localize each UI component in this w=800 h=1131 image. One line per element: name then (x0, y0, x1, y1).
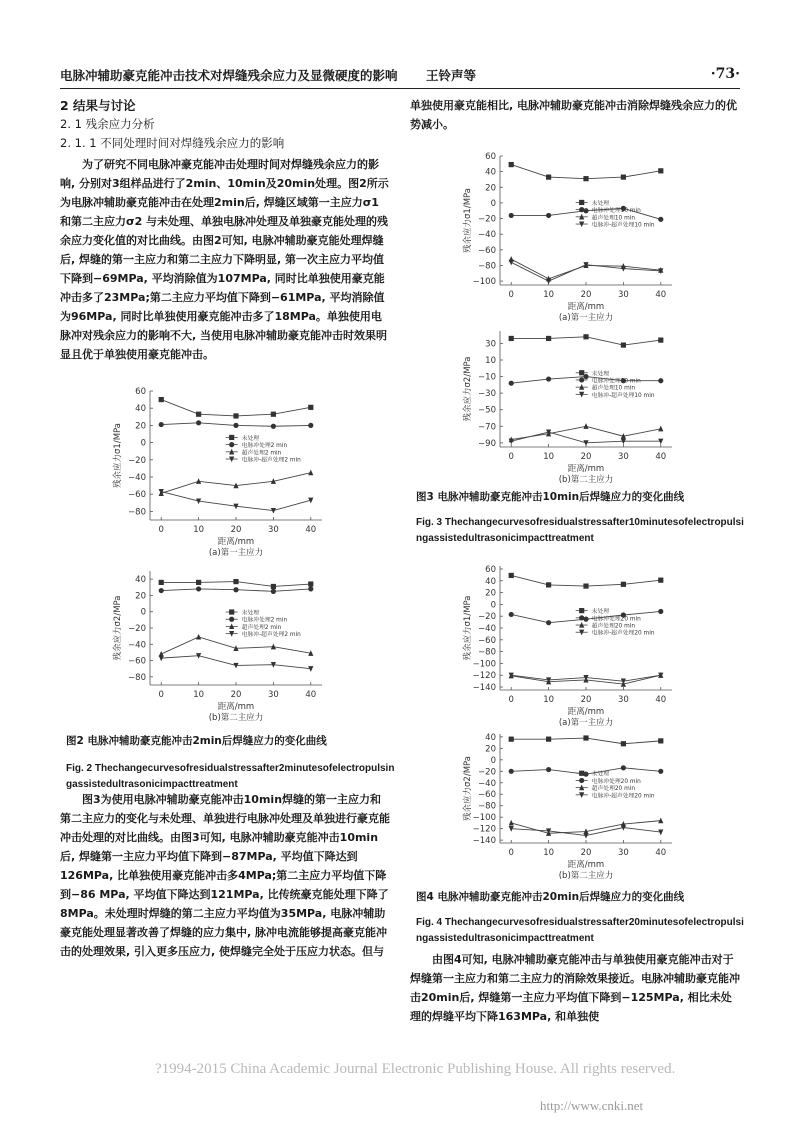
data-point (509, 381, 514, 386)
y-tick-label: 40 (485, 732, 496, 743)
x-tick-label: 40 (305, 690, 317, 700)
paragraph: 单独使用豪克能相比, 电脉冲辅助豪克能冲击消除焊缝残余应力的优势减小。 (410, 99, 738, 131)
data-point (196, 478, 201, 484)
data-point (546, 737, 551, 742)
x-tick-label: 30 (267, 525, 279, 535)
fig3-caption-cn: 图3 电脉冲辅助豪克能冲击10min后焊缝应力的变化曲线 (416, 491, 685, 503)
data-point (159, 397, 164, 402)
legend-label: 电脉冲-超声处理20 min (591, 630, 655, 637)
y-tick-label: 20 (485, 588, 496, 599)
x-tick-label: 40 (655, 695, 667, 705)
legend-marker (579, 377, 584, 382)
left-column (60, 96, 390, 364)
data-point (658, 769, 663, 774)
source-url: http://www.cnki.net (540, 1098, 644, 1113)
data-point (546, 336, 551, 341)
y-tick-label: −100 (472, 659, 496, 670)
data-point (658, 426, 663, 432)
y-tick-label: 20 (485, 183, 496, 194)
data-point (621, 175, 626, 180)
paragraph: 为了研究不同电脉冲豪克能冲击处理时间对焊缝残余应力的影响, 分别对3组样品进行了2min、10min及20min处理。图2所示为电脉冲辅助豪克能冲击在处理2min后, 焊缝区域第一主应力σ1 和第二主应力σ2 与未处理、单独电脉冲处理及单独豪克能处理的残余应力变化值的对比曲线。由图2可知, 电脉冲辅助豪克能处理焊缝后, 焊缝的第一主应力和第二主应力下降明显, 第一次主应力平均值下降到−69MPa, 平均消除值为107MPa, 同时比单独使用豪克能冲击多了23MPa;第二主应力平均值下降到−61MPa, 平均消除值为96MPa, 同时比单独使用豪克能冲击多了18MPa。单独使用电脉冲对残余应力的影响不大, 当使用电脉冲辅助豪克能冲击时效果明显且优于单独使用豪克能冲击。 (60, 158, 389, 361)
left-column-lower (60, 790, 390, 961)
y-tick-label: −40 (478, 624, 496, 634)
data-point (308, 581, 313, 586)
legend-label: 电脉冲-超声处理10 min (591, 222, 655, 229)
data-point (271, 589, 276, 594)
data-point (159, 588, 164, 593)
data-point (509, 820, 514, 826)
y-tick-label: 10 (485, 356, 496, 366)
x-tick-label: 20 (230, 525, 242, 535)
y-tick-label: −80 (128, 507, 146, 518)
section-heading: 2 结果与讨论 (60, 98, 136, 113)
x-tick-label: 10 (543, 695, 555, 705)
y-tick-label: −60 (478, 245, 496, 256)
fig2-caption-cn: 图2 电脉冲辅助豪克能冲击2min后焊缝应力的变化曲线 (66, 735, 327, 747)
x-tick-label: 0 (508, 452, 514, 462)
data-point (233, 579, 238, 584)
x-axis-label: 距离/mm (567, 302, 605, 312)
data-point (308, 586, 313, 591)
y-tick-label: −60 (478, 790, 496, 801)
y-tick-label: 40 (135, 404, 146, 415)
x-tick-label: 10 (543, 848, 555, 858)
chart-subtitle: (a)第一主应力 (558, 718, 614, 728)
data-point (583, 208, 588, 213)
y-tick-label: −80 (128, 672, 146, 683)
data-point (658, 338, 663, 343)
data-point (658, 168, 663, 173)
data-point (546, 620, 551, 625)
legend-label: 电脉冲处理20 min (591, 616, 641, 623)
x-tick-label: 10 (193, 690, 205, 700)
legend-marker (579, 207, 584, 212)
y-axis-label: 残余应力σ1/MPa (463, 595, 473, 661)
paragraph: 由图4可知, 电脉冲辅助豪克能冲击与单独使用豪克能冲击对于焊缝第一主应力和第二主应力的消除效果接近。电脉冲辅助豪克能冲击20min后, 焊缝第一主应力平均值下降到−125MPa, 相比未处理的焊缝平均下降163MPa, 和单独使 (410, 953, 740, 1023)
x-tick-label: 10 (543, 290, 555, 300)
chart-fig2b (100, 565, 330, 725)
data-point (196, 580, 201, 585)
chart-fig4a (450, 560, 680, 730)
y-tick-label: 0 (490, 755, 496, 766)
data-point (658, 830, 663, 836)
data-point (583, 423, 588, 429)
x-tick-label: 0 (158, 690, 164, 700)
y-tick-label: −40 (128, 473, 146, 483)
legend-label: 未处理 (591, 771, 610, 778)
legend-label: 电脉冲处理10 min (591, 208, 641, 215)
data-point (583, 735, 588, 740)
data-point (509, 336, 514, 341)
y-tick-label: 60 (135, 387, 146, 397)
y-tick-label: −80 (478, 801, 496, 812)
legend-label: 电脉冲处理2 min (241, 443, 288, 450)
x-tick-label: 30 (617, 452, 629, 462)
data-point (546, 376, 551, 381)
x-axis-label: 距离/mm (217, 702, 255, 712)
data-point (308, 423, 313, 428)
y-tick-label: −50 (478, 405, 496, 416)
header-rule (60, 88, 740, 89)
y-tick-label: −140 (472, 836, 496, 847)
y-tick-label: 20 (135, 591, 146, 602)
chart-subtitle: (a)第一主应力 (208, 548, 264, 558)
legend-marker (229, 435, 234, 440)
y-tick-label: −80 (478, 261, 496, 272)
x-tick-label: 0 (508, 695, 514, 705)
data-point (546, 175, 551, 180)
y-tick-label: −100 (472, 813, 496, 824)
data-point (621, 582, 626, 587)
chart-subtitle: (b)第二主应力 (558, 475, 614, 485)
y-tick-label: −10 (478, 372, 496, 383)
legend-label: 电脉冲-超声处理2 min (241, 632, 301, 639)
y-tick-label: −20 (128, 624, 146, 634)
y-tick-label: −20 (478, 214, 496, 225)
figure-2-caption (66, 732, 396, 793)
y-axis-label: 残余应力σ1/MPa (463, 188, 473, 253)
y-tick-label: 0 (490, 198, 496, 209)
y-tick-label: −40 (128, 640, 146, 651)
y-axis-label: 残余应力σ2/MPa (463, 356, 473, 422)
y-tick-label: −30 (478, 389, 496, 400)
x-tick-label: 40 (655, 848, 667, 858)
legend-label: 超声处理2 min (241, 624, 282, 631)
x-axis-label: 距离/mm (217, 537, 255, 547)
data-point (509, 260, 514, 266)
y-tick-label: 40 (485, 576, 496, 587)
legend-label: 超声处理20 min (591, 786, 636, 793)
data-point (658, 738, 663, 743)
legend-marker (579, 778, 584, 783)
y-tick-label: −60 (128, 656, 146, 667)
data-point (233, 413, 238, 418)
y-tick-label: 40 (485, 167, 496, 178)
x-tick-label: 20 (580, 695, 592, 705)
x-axis-label: 距离/mm (567, 860, 605, 870)
legend-marker (579, 370, 584, 375)
copyright-notice: ?1994-2015 China Academic Journal Electronic Publishing House. All rights reserved. (155, 1061, 676, 1077)
y-axis-label: 残余应力σ2/MPa (463, 756, 473, 821)
page-number: ·73· (710, 66, 740, 82)
data-point (583, 583, 588, 588)
data-point (271, 424, 276, 429)
data-point (621, 342, 626, 347)
fig4-caption-en: Fig. 4 Thechangecurvesofresidualstressafter20minutesofelectropulsingassistedultrasonicimpacttreatment (416, 917, 744, 944)
legend-marker (579, 771, 584, 776)
x-axis-label: 距离/mm (567, 707, 605, 717)
legend-label: 未处理 (241, 435, 260, 442)
legend-label: 未处理 (241, 610, 260, 617)
y-tick-label: 0 (140, 438, 146, 449)
data-point (509, 612, 514, 617)
chart-subtitle: (a)第一主应力 (558, 313, 614, 323)
legend-label: 电脉冲-超声处理10 min (591, 392, 655, 399)
legend-label: 未处理 (591, 200, 610, 207)
y-tick-label: −60 (128, 490, 146, 501)
legend-label: 未处理 (591, 371, 610, 378)
data-point (271, 508, 276, 514)
subsection-heading: 2. 1 残余应力分析 (60, 117, 155, 131)
legend-marker (579, 608, 584, 613)
data-point (509, 573, 514, 578)
y-tick-label: −40 (478, 230, 496, 241)
legend-label: 电脉冲处理20 min (591, 778, 641, 785)
y-tick-label: −120 (472, 671, 496, 682)
data-point (196, 634, 201, 640)
y-tick-label: −20 (478, 612, 496, 623)
y-tick-label: −40 (478, 778, 496, 789)
data-point (233, 423, 238, 428)
data-point (271, 412, 276, 417)
legend-marker (579, 615, 584, 620)
x-axis-label: 距离/mm (567, 464, 605, 474)
y-tick-label: −20 (478, 767, 496, 778)
legend-label: 超声处理10 min (591, 385, 636, 392)
y-tick-label: −120 (472, 824, 496, 835)
header-title: 电脉冲辅助豪克能冲击技术对焊缝残余应力及显微硬度的影响 (60, 68, 398, 83)
figure-4-caption (416, 888, 746, 947)
data-point (159, 580, 164, 585)
y-tick-label: 20 (485, 744, 496, 755)
legend-label: 电脉冲处理10 min (591, 378, 641, 385)
x-tick-label: 20 (580, 290, 592, 300)
chart-subtitle: (b)第二主应力 (558, 871, 614, 881)
subsubsection-heading: 2. 1. 1 不同处理时间对焊缝残余应力的影响 (60, 136, 285, 150)
legend-label: 电脉冲处理2 min (241, 617, 288, 624)
data-point (308, 405, 313, 410)
y-axis-label: 残余应力σ1/MPa (113, 423, 123, 488)
legend-marker (229, 617, 234, 622)
data-point (583, 833, 588, 839)
y-tick-label: 0 (490, 600, 496, 611)
figure-3-caption (416, 488, 746, 547)
data-point (658, 378, 663, 383)
data-point (583, 334, 588, 339)
legend-label: 电脉冲-超声处理2 min (241, 457, 301, 464)
fig4-caption-cn: 图4 电脉冲辅助豪克能冲击20min后焊缝应力的变化曲线 (416, 891, 685, 903)
y-tick-label: −90 (478, 438, 496, 449)
x-tick-label: 40 (655, 452, 667, 462)
chart-fig4b (450, 728, 680, 883)
paragraph: 图3为使用电脉冲辅助豪克能冲击10min焊缝的第一主应力和第二主应力的变化与未处理、单独进行电脉冲处理及单独进行豪克能冲击处理的对比曲线。由图3可知, 电脉冲辅助豪克能冲击10min后, 焊缝第一主应力平均值下降到−87MPa, 平均值下降达到126MPa, 比单独使用豪克能冲击多4MPa;第二主应力平均值下降到−86 MPa, 平均值下降达到121MPa, 比传统豪克能处理下降了8MPa。未处理时焊缝的第二主应力平均值为35MPa, 电脉冲辅助豪克能处理显著改善了焊缝的应力集中, 脉冲电流能够提高豪克能冲击的处理效果, 引入更多压应力, 使焊缝完全处于压应力状态。但与 (60, 793, 390, 958)
data-point (233, 587, 238, 592)
y-tick-label: −60 (478, 635, 496, 646)
data-point (509, 213, 514, 218)
data-point (546, 582, 551, 587)
data-point (546, 213, 551, 218)
x-tick-label: 40 (305, 525, 317, 535)
data-point (658, 578, 663, 583)
legend-label: 电脉冲-超声处理20 min (591, 793, 655, 800)
chart-fig3a (450, 150, 680, 325)
legend-label: 未处理 (591, 609, 610, 616)
data-point (658, 217, 663, 222)
chart-fig3b (450, 325, 680, 487)
x-tick-label: 10 (543, 452, 555, 462)
data-point (509, 162, 514, 167)
y-tick-label: 40 (135, 575, 146, 586)
x-tick-label: 20 (580, 848, 592, 858)
x-tick-label: 40 (655, 290, 667, 300)
y-tick-label: 30 (485, 339, 496, 350)
right-column-bottom (410, 950, 740, 1026)
y-axis-label: 残余应力σ2/MPa (113, 595, 123, 661)
data-point (196, 412, 201, 417)
legend-marker (579, 200, 584, 205)
data-point (509, 737, 514, 742)
fig2-caption-en: Fig. 2 Thechangecurvesofresidualstressafter2minutesofelectropulsingassistedultrasonicimpacttreatment (66, 763, 395, 790)
chart-fig2a (100, 385, 330, 560)
y-tick-label: 20 (135, 421, 146, 432)
x-tick-label: 0 (508, 290, 514, 300)
x-tick-label: 10 (193, 525, 205, 535)
legend-label: 超声处理10 min (591, 215, 636, 222)
x-tick-label: 30 (267, 690, 279, 700)
x-tick-label: 0 (158, 525, 164, 535)
fig3-caption-en: Fig. 3 Thechangecurvesofresidualstressafter10minutesofelectropulsingassistedultrasonicimpacttreatment (416, 517, 744, 544)
x-tick-label: 30 (617, 848, 629, 858)
legend-marker (229, 609, 234, 614)
data-point (509, 769, 514, 774)
y-tick-label: −20 (128, 455, 146, 466)
data-point (583, 176, 588, 181)
y-tick-label: 0 (140, 607, 146, 618)
data-point (271, 584, 276, 589)
y-tick-label: −70 (478, 422, 496, 433)
y-tick-label: 60 (485, 152, 496, 162)
x-tick-label: 30 (617, 290, 629, 300)
x-tick-label: 0 (508, 848, 514, 858)
data-point (196, 420, 201, 425)
data-point (308, 470, 313, 476)
data-point (621, 765, 626, 770)
y-tick-label: 60 (485, 564, 496, 575)
y-tick-label: −140 (472, 683, 496, 694)
header-author: 王铃声等 (426, 68, 477, 83)
data-point (159, 422, 164, 427)
data-point (196, 586, 201, 591)
y-tick-label: −80 (478, 647, 496, 658)
x-tick-label: 30 (617, 695, 629, 705)
right-column-top (410, 96, 740, 134)
data-point (621, 741, 626, 746)
x-tick-label: 20 (580, 452, 592, 462)
y-tick-label: −100 (472, 277, 496, 288)
x-tick-label: 20 (230, 690, 242, 700)
chart-subtitle: (b)第二主应力 (208, 713, 264, 723)
data-point (546, 767, 551, 772)
legend-label: 超声处理20 min (591, 623, 636, 630)
data-point (658, 609, 663, 614)
legend-marker (229, 442, 234, 447)
legend-label: 超声处理2 min (241, 450, 282, 457)
